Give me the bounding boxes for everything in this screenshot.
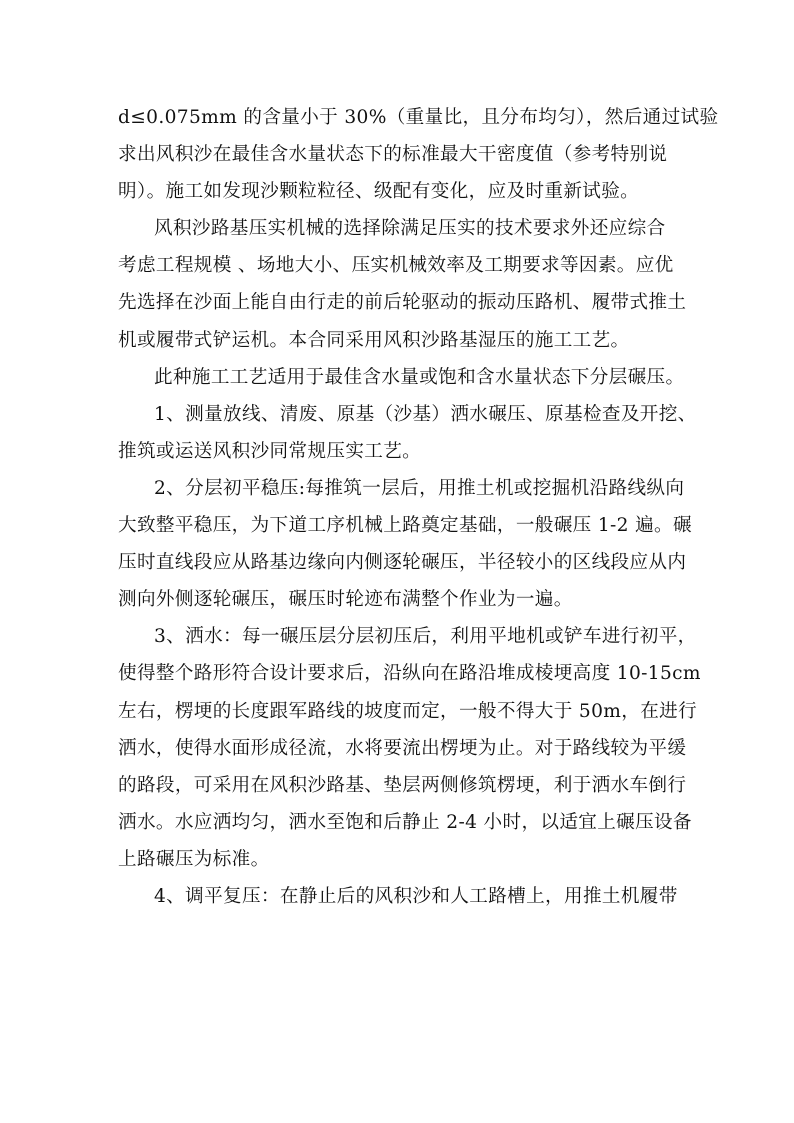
text-line: 此种施工工艺适用于最佳含水量或饱和含水量状态下分层碾压。 [154, 366, 685, 388]
text-line: 1、测量放线、清废、原基（沙基）洒水碾压、原基检查及开挖、 [154, 403, 697, 425]
text-line: 4、调平复压：在静止后的风积沙和人工路槽上，用推土机履带 [154, 885, 678, 907]
text-line: 上路碾压为标准。 [118, 848, 270, 870]
text-line: 使得整个路形符合设计要求后，沿纵向在路沿堆成棱埂高度 10-15cm [118, 663, 701, 685]
paragraph [118, 618, 701, 878]
text-line: 先选择在沙面上能自由行走的前后轮驱动的振动压路机、履带式推土 [118, 292, 687, 314]
body-text [118, 99, 719, 915]
text-line: 洒水，使得水面形成径流，水将要流出楞埂为止。对于路线较为平缓 [118, 737, 687, 759]
text-line: 3、洒水：每一碾压层分层初压后，利用平地机或铲车进行初平， [154, 626, 697, 648]
paragraph [118, 359, 684, 396]
text-line: 大致整平稳压，为下道工序机械上路奠定基础，一般碾压 1-2 遍。碾 [118, 515, 692, 537]
text-line: 推筑或运送风积沙同常规压实工艺。 [118, 440, 422, 462]
text-line: 考虑工程规模 、场地大小、压实机械效率及工期要求等因素。应优 [118, 255, 674, 277]
text-line: 测向外侧逐轮碾压，碾压时轮迹布满整个作业为一遍。 [118, 589, 573, 611]
text-line: 风积沙路基压实机械的选择除满足压实的技术要求外还应综合 [154, 218, 666, 240]
text-line: 压时直线段应从路基边缘向内侧逐轮碾压，半径较小的区线段应从内 [118, 552, 687, 574]
text-line: 机或履带式铲运机。本合同采用风积沙路基湿压的施工工艺。 [118, 329, 630, 351]
paragraph [118, 878, 684, 915]
text-line: 左右，楞埂的长度跟军路线的坡度而定，一般不得大于 50m，在进行 [118, 700, 698, 722]
text-line: 的路段，可采用在风积沙路基、垫层两侧修筑楞埂，利于洒水车倒行 [118, 774, 687, 796]
text-line: 求出风积沙在最佳含水量状态下的标准最大干密度值（参考特别说 [118, 144, 668, 166]
paragraph [118, 396, 697, 470]
text-line: 洒水。水应洒均匀，洒水至饱和后静止 2-4 小时，以适宜上碾压设备 [118, 811, 692, 833]
text-line: 2、分层初平稳压:每推筑一层后，用推土机或挖掘机沿路线纵向 [154, 477, 685, 499]
paragraph [118, 210, 687, 358]
paragraph [118, 99, 719, 210]
text-line: 明）。施工如发现沙颗粒粒径、级配有变化，应及时重新试验。 [118, 181, 640, 203]
text-line: d≤0.075mm 的含量小于 30%（重量比，且分布均匀），然后通过试验 [118, 107, 719, 128]
paragraph [118, 470, 692, 618]
